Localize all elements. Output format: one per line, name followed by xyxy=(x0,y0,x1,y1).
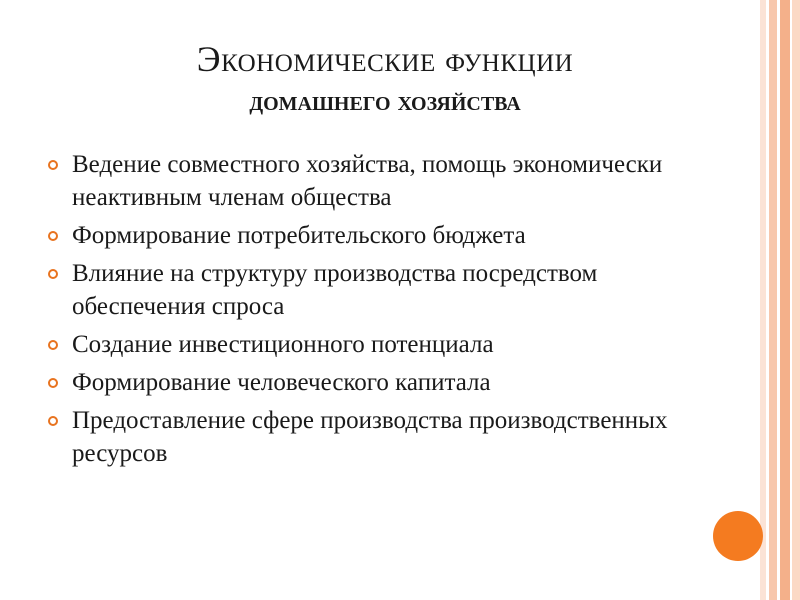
bullet-circle-icon xyxy=(48,378,58,388)
bullet-item xyxy=(46,148,736,214)
bullet-text: Создание инвестиционного потенциала xyxy=(72,331,494,358)
bullet-item xyxy=(46,404,736,470)
bullet-item xyxy=(46,328,736,361)
stripe xyxy=(769,0,777,600)
bullet-circle-icon xyxy=(48,416,58,426)
bullet-text: Формирование человеческого капитала xyxy=(72,369,491,396)
bullet-circle-icon xyxy=(48,340,58,350)
bullet-text: Влияние на структуру производства посредством обеспечения спроса xyxy=(72,260,598,320)
decorative-orange-circle xyxy=(713,511,763,561)
slide-title xyxy=(40,38,730,119)
bullet-circle-icon xyxy=(48,269,58,279)
bullet-circle-icon xyxy=(48,231,58,241)
stripe xyxy=(780,0,790,600)
bullet-list xyxy=(46,148,736,475)
bullet-text: Ведение совместного хозяйства, помощь экономически неактивным членам общества xyxy=(72,151,663,211)
bullet-item xyxy=(46,219,736,252)
bullet-circle-icon xyxy=(48,160,58,170)
stripe xyxy=(792,0,800,600)
title-line-1: Экономические функции xyxy=(196,39,574,79)
decorative-stripes xyxy=(760,0,800,600)
bullet-item xyxy=(46,257,736,323)
bullet-item xyxy=(46,366,736,399)
bullet-text: Предоставление сфере производства производственных ресурсов xyxy=(72,407,668,467)
bullet-text: Формирование потребительского бюджета xyxy=(72,222,526,249)
title-line-2: домашнего хозяйства xyxy=(249,86,521,118)
